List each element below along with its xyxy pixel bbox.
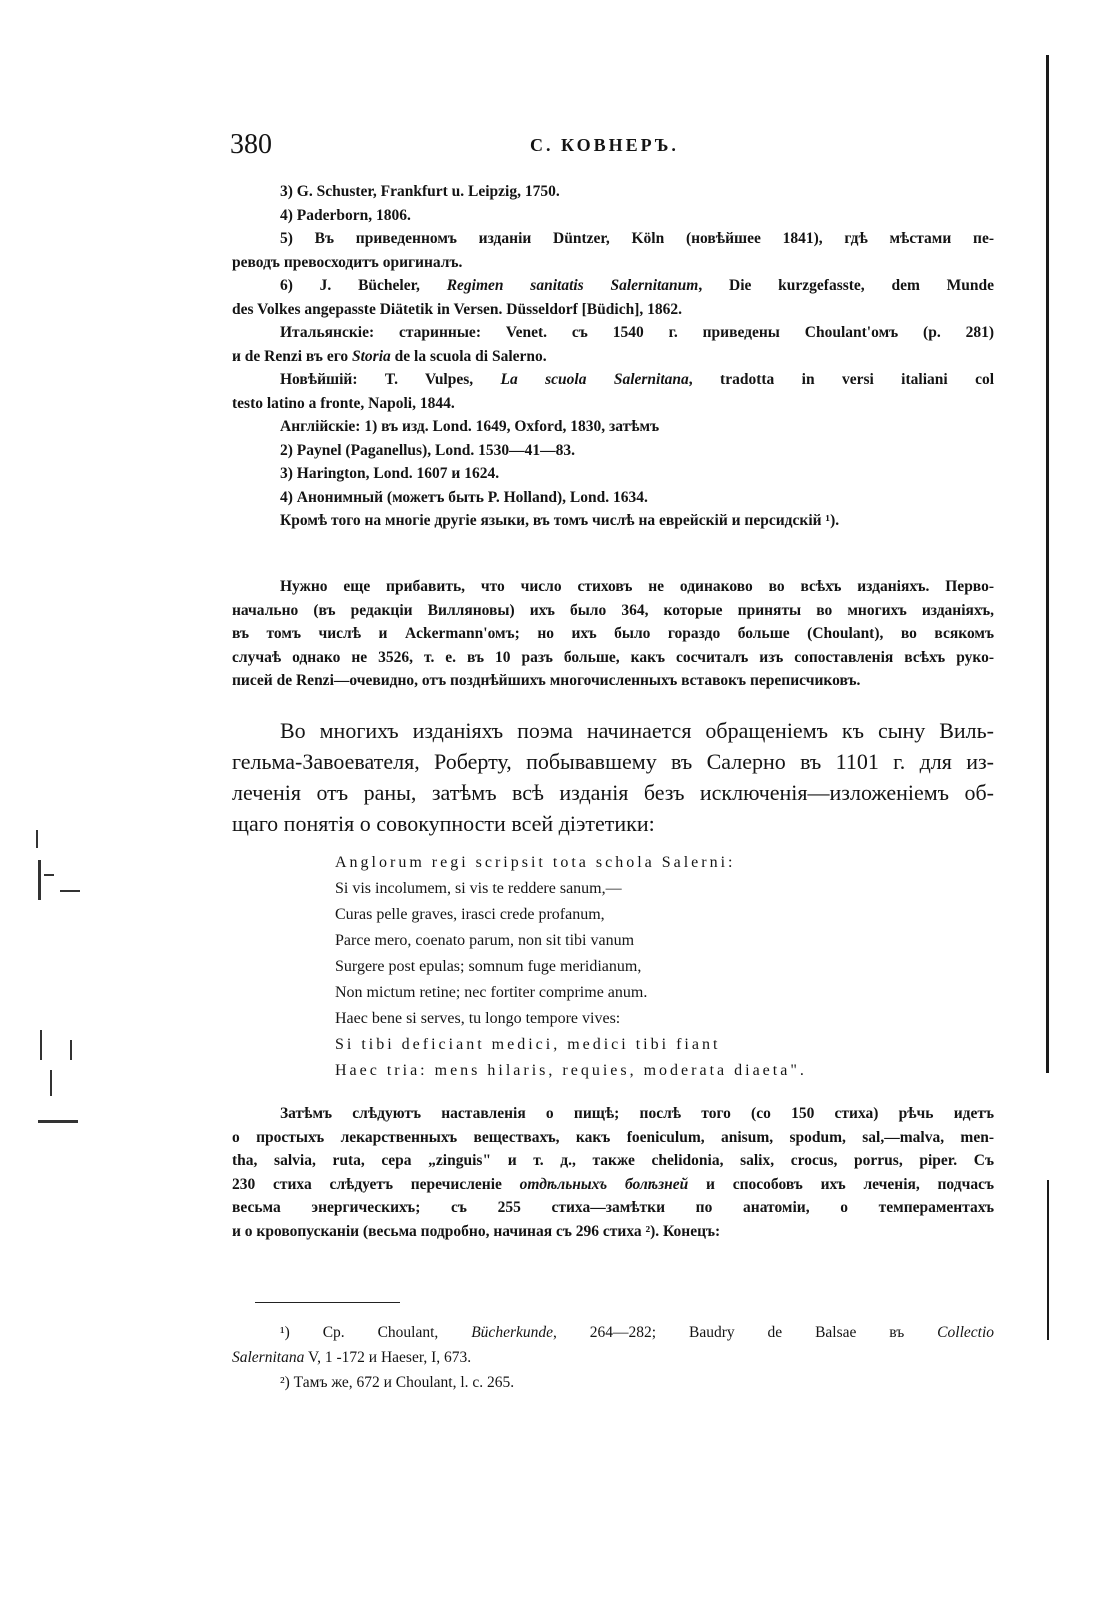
- edition-line: 5) Въ приведенномъ изданіи Düntzer, Köln (новѣйшее 1841), гдѣ мѣстами пе-: [280, 230, 994, 247]
- page-number: 380: [230, 129, 272, 160]
- latin-poem: [335, 850, 935, 1084]
- after-line: Затѣмъ слѣдуютъ наставленія о пищѣ; послѣ того (со 150 стиха) рѣчь идетъ: [280, 1105, 994, 1122]
- main-line: леченія отъ раны, затѣмъ всѣ изданія безъ исключенія—изложеніемъ об-: [232, 780, 994, 805]
- scan-edge-line: [1046, 55, 1049, 1073]
- poem-line: Haec tria: mens hilaris, requies, moderata diaeta".: [335, 1062, 807, 1079]
- main-line: гельма-Завоевателя, Роберту, побывавшему въ Салерно въ 1101 г. для из-: [232, 749, 994, 774]
- page-header: [230, 130, 990, 164]
- note-line: въ томъ числѣ и Ackermann'омъ; но ихъ было гораздо больше (Choulant), во всякомъ: [232, 625, 994, 642]
- poem-line: Anglorum regi scripsit tota schola Salerni:: [335, 854, 736, 871]
- main-line: Во многихъ изданіяхъ поэма начинается обращеніемъ къ сыну Виль-: [280, 718, 994, 743]
- english-line: Кромѣ того на многіе другіе языки, въ томъ числѣ на еврейскій и персидскій ¹).: [280, 512, 840, 529]
- note-line: Нужно еще прибавить, что число стиховъ не одинаково во всѣхъ изданіяхъ. Перво-: [280, 578, 994, 595]
- newest-line: testo latino a fronte, Napoli, 1844.: [232, 394, 455, 412]
- editions-list: [232, 180, 994, 533]
- poem-line: Curas pelle graves, irasci crede profanum,: [335, 906, 605, 923]
- english-line: Англійскіе: 1) въ изд. Lond. 1649, Oxford, 1830, затѣмъ: [280, 418, 660, 435]
- poem-line: Non mictum retine; nec fortiter comprime anum.: [335, 984, 648, 1001]
- italian-line: Итальянскіе: старинные: Venet. съ 1540 г. приведены Choulant'омъ (p. 281): [280, 324, 994, 341]
- scan-edge-line-lower: [1047, 1180, 1049, 1340]
- poem-line: Parce mero, coenato parum, non sit tibi vanum: [335, 932, 635, 949]
- newest-line: Новѣйшій: T. Vulpes, La scuola Salernitana, tradotta in versi italiani col: [280, 371, 995, 388]
- footnotes: [232, 1320, 994, 1395]
- after-line: о простыхъ лекарственныхъ веществахъ, какъ foeniculum, anisum, spodum, sal,—malva, men-: [232, 1128, 994, 1146]
- note-line: начально (въ редакціи Вилляновы) ихъ было 364, которые приняты во многихъ изданіяхъ,: [232, 601, 994, 619]
- note-line: писей de Renzi—очевидно, отъ позднѣйшихъ многочисленныхъ вставокъ переписчиковъ.: [232, 672, 861, 689]
- poem-line: Si vis incolumem, si vis te reddere sanum,—: [335, 880, 622, 897]
- footnote-line: ¹) Ср. Choulant, Bücherkunde, 264—282; Baudry de Balsae въ Collectio: [280, 1324, 994, 1341]
- edition-line: реводъ превосходитъ оригиналъ.: [232, 253, 463, 271]
- after-line: 230 стиха слѣдуетъ перечисленіе отдѣльныхъ болѣзней и способовъ ихъ леченія, подчасъ: [232, 1175, 994, 1193]
- note-paragraph: [232, 575, 994, 693]
- after-line: и о кровопусканіи (весьма подробно, начиная съ 296 стиха ²). Конецъ:: [232, 1222, 721, 1240]
- english-line: 4) Анонимный (можетъ быть P. Holland), Lond. 1634.: [280, 488, 648, 506]
- edition-line: des Volkes angepasste Diätetik in Versen. Düsseldorf [Büdich], 1862.: [232, 300, 682, 318]
- edition-line: 4) Paderborn, 1806.: [280, 206, 411, 224]
- running-title: С. КОВНЕРЪ.: [530, 135, 679, 155]
- after-line: весьма энергическихъ; съ 255 стиха—замѣтки по анатоміи, о темпераментахъ: [232, 1199, 994, 1216]
- poem-line: Surgere post epulas; somnum fuge meridianum,: [335, 958, 642, 975]
- note-line: случаѣ однако не 3526, т. е. въ 10 разъ больше, какъ сосчиталъ изъ сопоставленія всѣхъ руко-: [232, 648, 994, 666]
- footnote-line: Salernitana V, 1 -172 и Haeser, I, 673.: [232, 1349, 472, 1366]
- poem-line: Haec bene si serves, tu longo tempore vives:: [335, 1010, 621, 1027]
- poem-line: Si tibi deficiant medici, medici tibi fiant: [335, 1036, 721, 1053]
- edition-line: 3) G. Schuster, Frankfurt u. Leipzig, 1750.: [280, 183, 560, 200]
- italian-line: и de Renzi въ его Storia de la scuola di Salerno.: [232, 347, 547, 365]
- english-line: 3) Harington, Lond. 1607 и 1624.: [280, 465, 500, 482]
- after-line: tha, salvia, ruta, cepa „zinguis" и т. д., также chelidonia, salix, crocus, porrus, piper. Съ: [232, 1152, 994, 1169]
- footnote-rule: [255, 1302, 400, 1303]
- after-paragraph: [232, 1102, 994, 1243]
- english-line: 2) Paynel (Paganellus), Lond. 1530—41—83.: [280, 441, 575, 459]
- main-line: щаго понятія о совокупности всей діэтетики:: [232, 811, 655, 836]
- footnote-line: ²) Тамъ же, 672 и Choulant, l. c. 265.: [280, 1374, 515, 1391]
- main-paragraph: [232, 715, 994, 839]
- scan-margin-specks: [30, 830, 90, 1130]
- edition-line: 6) J. Bücheler, Regimen sanitatis Salernitanum, Die kurzgefasste, dem Munde: [280, 277, 994, 294]
